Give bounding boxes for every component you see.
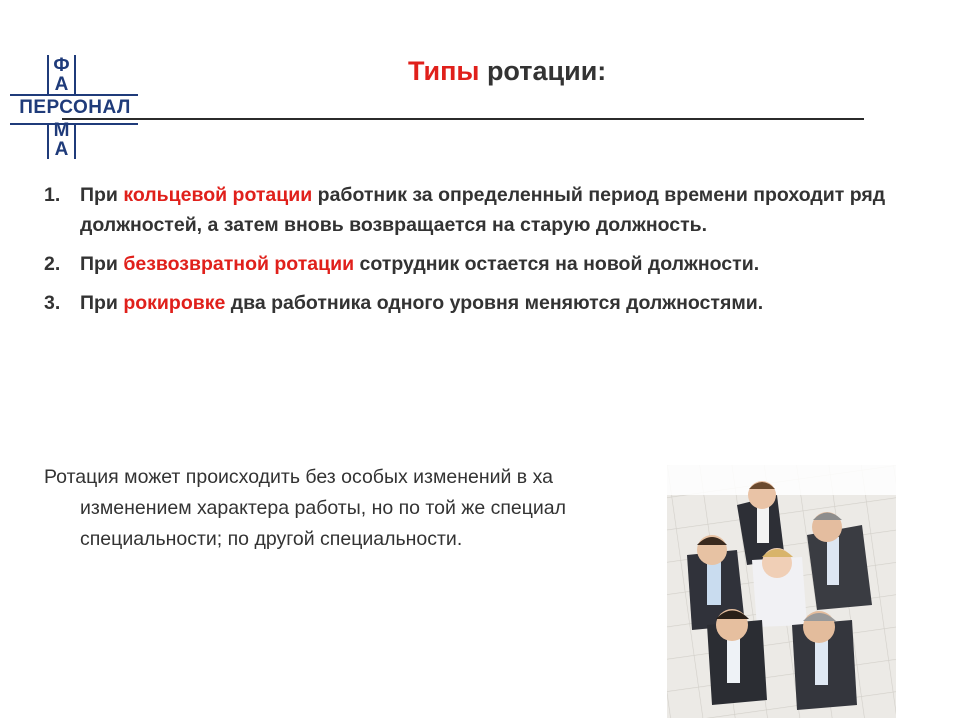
paragraph-line: изменением характера работы, но по той же специал	[80, 497, 567, 519]
item-text-before: При	[80, 184, 124, 206]
item-highlight: безвозвратной ротации	[123, 253, 355, 275]
company-logo	[10, 55, 140, 160]
logo-letter: А	[54, 139, 69, 160]
rotation-types-list	[44, 180, 894, 327]
title-rest: ротации:	[479, 56, 607, 86]
list-item	[44, 180, 894, 240]
paragraph-line: Ротация может происходить без особых изменений в ха	[44, 466, 553, 488]
slide-title	[408, 56, 606, 87]
team-photo-illustration	[667, 465, 896, 718]
item-text-after: два работника одного уровня меняются должностями.	[225, 292, 764, 314]
item-highlight: рокировке	[123, 292, 226, 314]
item-text-after: работник за определенный период времени проходит ряд должностей, а затем вновь возвращается на старую должность.	[80, 184, 886, 236]
logo-word: ПЕРСОНАЛ	[19, 97, 131, 118]
item-number: 2.	[44, 253, 61, 275]
paragraph-line: специальности; по другой специальности.	[80, 528, 463, 550]
list-item	[44, 288, 894, 318]
list-item	[44, 249, 894, 279]
item-highlight: кольцевой ротации	[123, 184, 313, 206]
person-figure	[792, 611, 857, 710]
item-text-after: сотрудник остается на новой должности.	[354, 253, 760, 275]
item-text-before: При	[80, 292, 124, 314]
item-text-before: При	[80, 253, 124, 275]
logo-letter: М	[53, 120, 70, 141]
title-accent: Типы	[408, 56, 480, 86]
item-number: 1.	[44, 184, 61, 206]
person-figure	[752, 548, 807, 627]
body-paragraph	[44, 462, 664, 555]
title-divider	[62, 118, 864, 120]
logo-letter: А	[54, 74, 69, 95]
team-photo	[667, 465, 896, 718]
logo-letter: Ф	[53, 55, 70, 76]
item-number: 3.	[44, 292, 61, 314]
